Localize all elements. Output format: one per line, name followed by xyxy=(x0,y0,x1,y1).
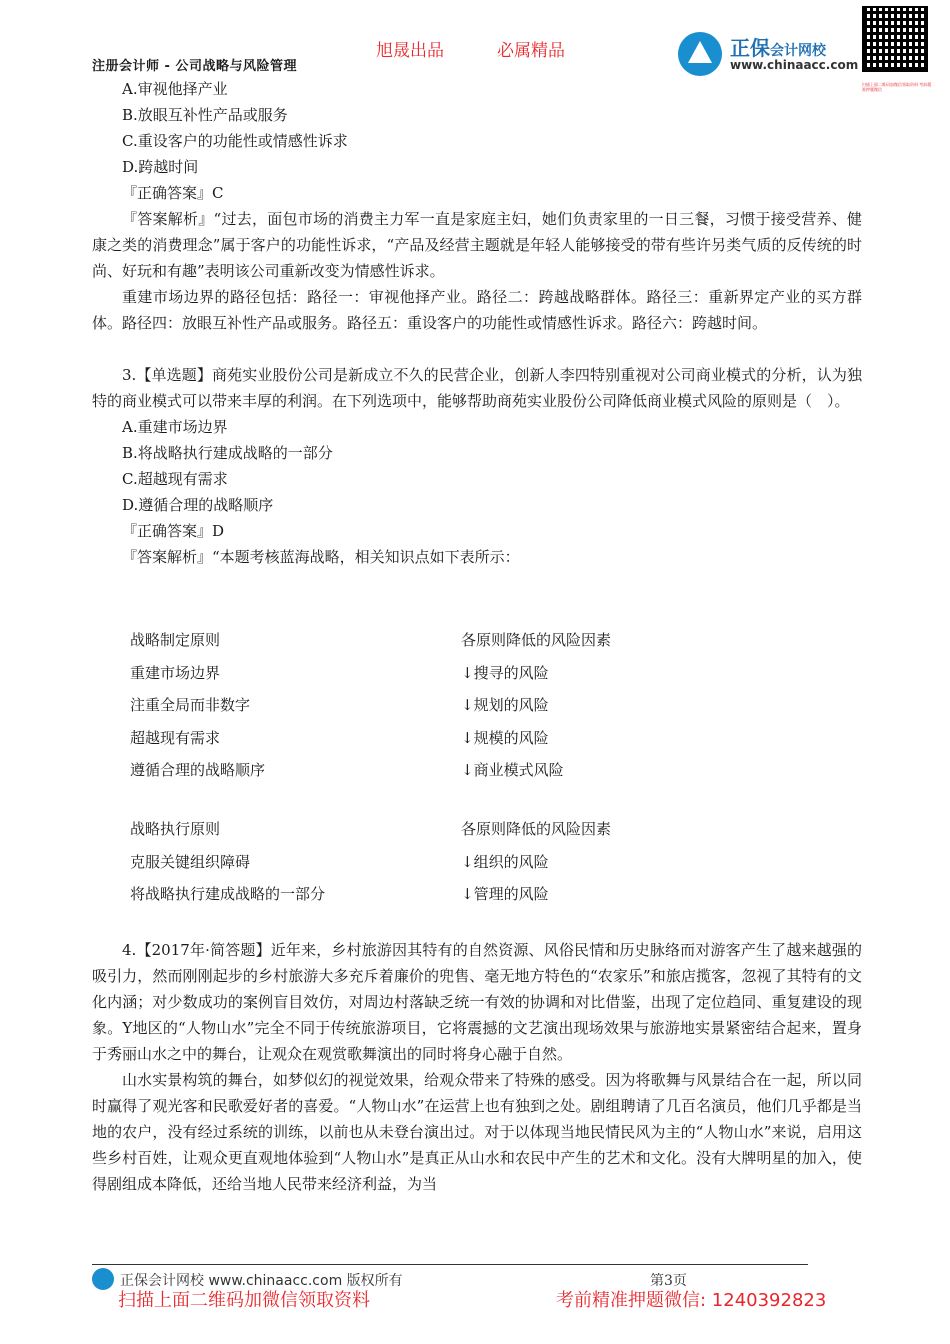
q3-option-a: A.重建市场边界 xyxy=(122,418,228,436)
table-header-cell: 战略制定原则 xyxy=(130,631,221,649)
q3-answer: 『正确答案』D xyxy=(122,522,225,540)
subject-title: 注册会计师 - 公司战略与风险管理 xyxy=(92,59,297,74)
footer-logo-icon xyxy=(92,1268,114,1290)
table-cell: 注重全局而非数字 xyxy=(130,696,251,714)
q4-section xyxy=(92,937,862,1197)
table-header-cell: 各原则降低的风险因素 xyxy=(461,631,612,649)
q3-option-d: D.遵循合理的战略顺序 xyxy=(122,496,274,514)
promo-left: 扫描上面二维码加微信领取资料 xyxy=(118,1290,370,1311)
q4-stem: 4.【2017年·简答题】近年来，乡村旅游因其特有的自然资源、风俗民情和历史脉络而对游客产生了越来越强的吸引力，然而刚刚起步的乡村旅游大多充斥着廉价的兜售、毫无地方特色的“农家乐”和旅店揽客，忽视了其特有的文化内涵；对少数成功的案例盲目效仿，对周边村落缺乏统一有效的协调和对比借鉴，出现了定位趋同、重复建设的现象。Y地区的“人物山水”完全不同于传统旅游项目，它将震撼的文艺演出现场效果与旅游地实景紧密结合起来，置身于秀丽山水之中的舞台，让观众在观赏歌舞演出的同时将身心融于自然。 xyxy=(92,941,862,1063)
logo-mark-icon xyxy=(678,32,722,76)
chinaacc-logo[interactable] xyxy=(678,30,858,80)
table-cell: ↓商业模式风险 xyxy=(461,761,564,779)
q3-option-c: C.超越现有需求 xyxy=(122,470,228,488)
footer-copyright: 正保会计网校 www.chinaacc.com 版权所有 xyxy=(120,1273,403,1289)
q2-option-c: C.重设客户的功能性或情感性诉求 xyxy=(122,132,348,150)
q2-option-a: A.审视他择产业 xyxy=(122,80,228,98)
table-cell: 克服关键组织障碍 xyxy=(130,852,251,871)
q3-option-b: B.将战略执行建成战略的一部分 xyxy=(122,444,333,462)
q2-answer: 『正确答案』C xyxy=(122,184,224,202)
document-body xyxy=(92,76,862,570)
table-cell: ↓规模的风险 xyxy=(461,728,549,747)
table-header-cell: 各原则降低的风险因素 xyxy=(461,820,612,838)
q2-analysis: 『答案解析』“过去，面包市场的消费主力军一直是家庭主妇，她们负责家里的一日三餐，习惯于接受营养、健康之类的消费理念”属于客户的功能性诉求，“产品及经营主题就是年轻人能够接受的带有些许另类气质的反传统的时尚、好玩和有趣”表明该公司重新改变为情感性诉求。 xyxy=(92,210,862,280)
table-cell: ↓组织的风险 xyxy=(461,852,549,871)
table-cell: 重建市场边界 xyxy=(130,663,221,682)
table-cell: 超越现有需求 xyxy=(130,728,221,747)
slogan-right: 必属精品 xyxy=(497,41,565,61)
qr-caption: 扫描上面二维码加微信领取资料 考前精准押题微信 xyxy=(862,82,932,92)
q2-paths: 重建市场边界的路径包括：路径一：审视他择产业。路径二：跨越战略群体。路径三：重新界定产业的买方群体。路径四：放眼互补性产品或服务。路径五：重设客户的功能性或情感性诉求。路径六：跨越时间。 xyxy=(92,288,862,332)
q3-stem: 3.【单选题】商苑实业股份公司是新成立不久的民营企业，创新人李四特别重视对公司商业模式的分析，认为独特的商业模式可以带来丰厚的利润。在下列选项中，能够帮助商苑实业股份公司降低商业模式风险的原则是（ ）。 xyxy=(92,366,862,410)
table-cell: ↓规划的风险 xyxy=(461,696,549,714)
table-cell: 将战略执行建成战略的一部分 xyxy=(130,885,326,903)
promo-right: 考前精准押题微信: 1240392823 xyxy=(556,1290,827,1311)
page-number: 第3页 xyxy=(650,1273,687,1289)
table-cell: ↓搜寻的风险 xyxy=(461,663,549,682)
q2-option-b: B.放眼互补性产品或服务 xyxy=(122,106,288,124)
qr-code-icon xyxy=(862,6,928,72)
logo-url: www.chinaacc.com xyxy=(730,58,859,72)
q4-paragraph-2: 山水实景构筑的舞台，如梦似幻的视觉效果，给观众带来了特殊的感受。因为将歌舞与风景结合在一起，所以同时赢得了观光客和民歌爱好者的喜爱。“人物山水”在运营上也有独到之处。剧组聘请了几百名演员，他们几乎都是当地的农户，没有经过系统的训练，以前也从未登台演出过。对于以体现当地民情民风为主的“人物山水”来说，启用这些乡村百姓，让观众更直观地体验到“人物山水”是真正从山水和农民中产生的艺术和文化。没有大牌明星的加入，使得剧组成本降低，还给当地人民带来经济利益，为当 xyxy=(92,1071,862,1193)
footer-divider xyxy=(92,1264,808,1265)
table-header-cell: 战略执行原则 xyxy=(130,820,221,838)
table-cell: ↓管理的风险 xyxy=(461,885,549,903)
q3-analysis: 『答案解析』“本题考核蓝海战略，相关知识点如下表所示： xyxy=(122,548,520,566)
logo-name: 正保会计网校 xyxy=(730,36,826,60)
q2-option-d: D.跨越时间 xyxy=(122,158,199,176)
slogan-left: 旭晟出品 xyxy=(376,41,444,61)
table-cell: 遵循合理的战略顺序 xyxy=(130,761,266,779)
